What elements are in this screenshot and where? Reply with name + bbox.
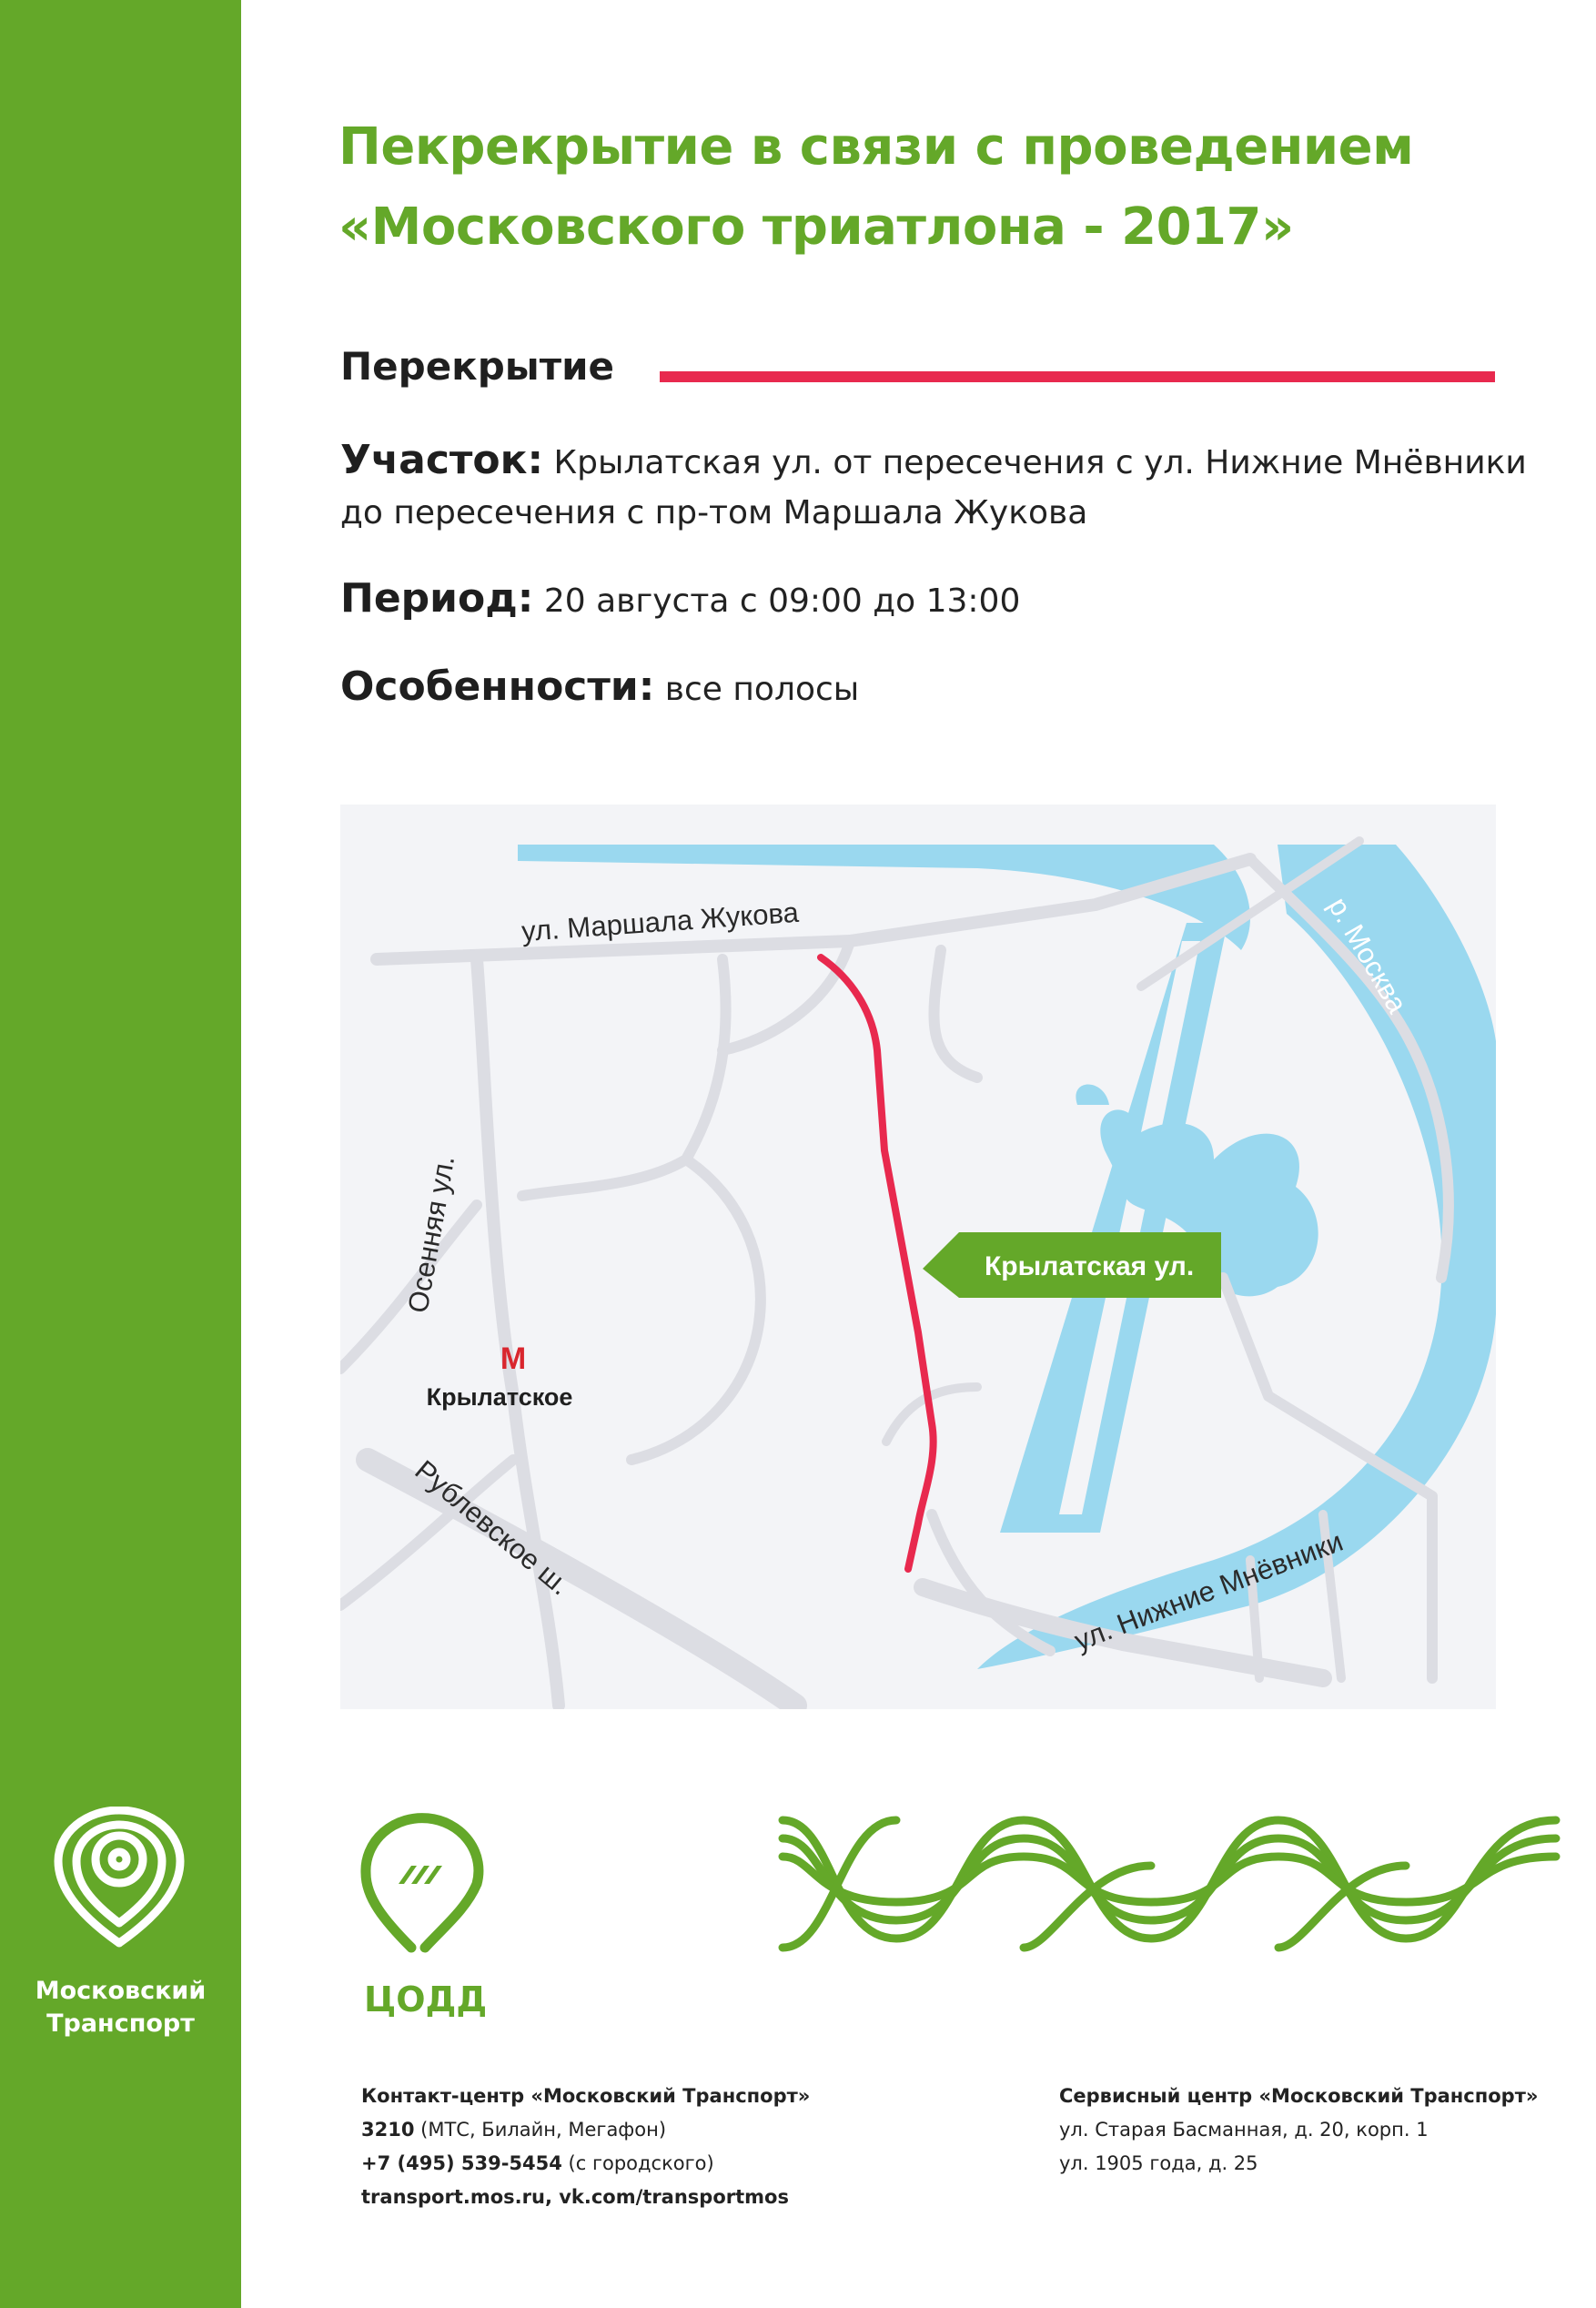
brand-name-line-2: Транспорт — [46, 2009, 195, 2038]
rowing-canal-island — [1059, 941, 1200, 1514]
page-title — [338, 107, 1521, 268]
section-rule — [660, 371, 1495, 382]
map-canvas — [340, 805, 1496, 1709]
road-label-osennaya: Осенняя ул. — [401, 1152, 461, 1316]
service-center-heading: Сервисный центр «Московский Транспорт» — [1059, 2085, 1539, 2107]
closure-map — [340, 805, 1496, 1709]
phone-short-note: (МТС, Билайн, Мегафон) — [420, 2119, 667, 2141]
features-text: все полосы — [664, 671, 860, 708]
period-label: Период: — [340, 575, 534, 622]
area-text-line-1: Крылатская ул. от пересечения с ул. Нижние Мнёвники — [553, 444, 1527, 481]
section-heading: Перекрытие — [340, 344, 614, 389]
contact-center-block — [361, 2080, 871, 2214]
phone-long: +7 (495) 539-5454 — [361, 2152, 562, 2174]
moscow-transport-logo-icon — [51, 1807, 187, 1957]
codd-label: ЦОДД — [364, 1979, 488, 2020]
sidebar-band — [0, 0, 241, 2308]
codd-logo-icon — [357, 1811, 493, 1961]
road-label-mnevniki: ул. Нижние Мнёвники — [1069, 1524, 1348, 1657]
wave-ornament-icon — [778, 1811, 1561, 1957]
metro-icon: М — [500, 1341, 527, 1376]
features-label: Особенности: — [340, 663, 655, 710]
brand-name-line-1: Московский — [35, 1977, 207, 2005]
krylatskaya-callout — [923, 1232, 1221, 1298]
phone-long-note: (с городского) — [568, 2152, 714, 2174]
service-center-block — [1059, 2080, 1569, 2181]
area-block — [340, 435, 1527, 538]
phone-short: 3210 — [361, 2119, 415, 2141]
road-label-marshal: ул. Маршала Жукова — [520, 896, 800, 947]
closure-route — [821, 957, 934, 1569]
area-text-line-2: до пересечения с пр-том Маршала Жукова — [340, 494, 1088, 531]
features-block — [340, 662, 859, 714]
contact-sites[interactable]: transport.mos.ru, vk.com/transportmos — [361, 2186, 789, 2208]
service-address-1: ул. Старая Басманная, д. 20, корп. 1 — [1059, 2119, 1429, 2141]
metro-station-label: Крылатское — [426, 1383, 573, 1411]
title-line-1: Пекрекрытие в связи с проведением — [338, 117, 1414, 177]
period-text: 20 августа с 09:00 до 13:00 — [543, 582, 1021, 620]
contact-center-heading: Контакт-центр «Московский Транспорт» — [361, 2085, 811, 2107]
service-address-2: ул. 1905 года, д. 25 — [1059, 2152, 1258, 2174]
area-label: Участок: — [340, 437, 544, 483]
period-block — [340, 573, 1020, 626]
moscow-transport-brand-name — [23, 1975, 218, 2040]
road-label-rublevskoe: Рублевское ш. — [409, 1453, 577, 1602]
title-line-2: «Московского триатлона - 2017» — [338, 197, 1294, 257]
river-label-moskva: р. Москва — [1321, 892, 1414, 1019]
callout-label: Крылатская ул. — [985, 1251, 1195, 1281]
